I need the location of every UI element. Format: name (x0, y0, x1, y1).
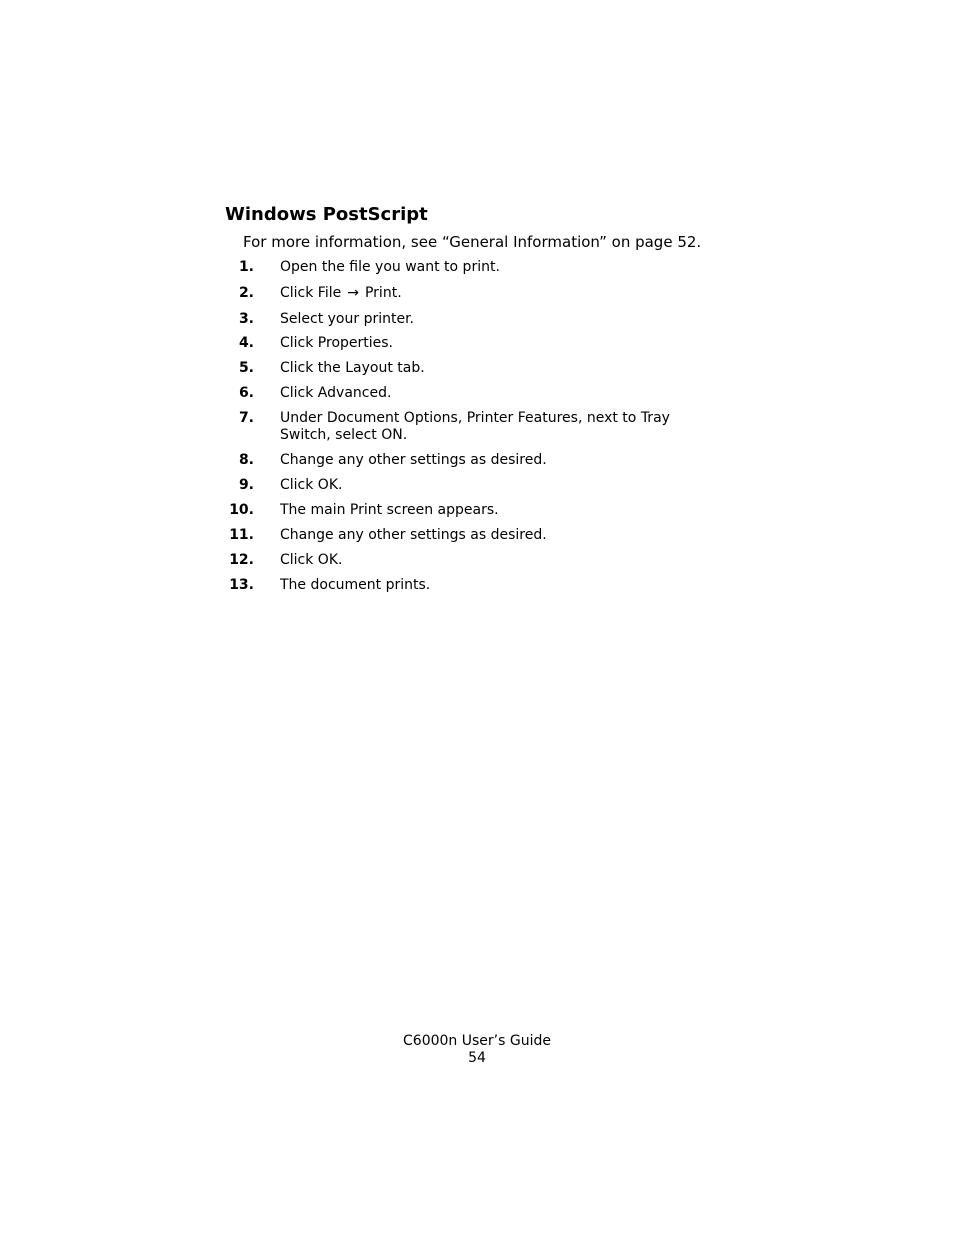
step-number: 3. (238, 311, 254, 327)
step-text: The main Print screen appears. (280, 502, 499, 518)
step-number: 4. (238, 335, 254, 351)
right-arrow-icon: → (347, 285, 359, 301)
step-text: Click the Layout tab. (280, 360, 425, 376)
step-text: Click Advanced. (280, 385, 392, 401)
step-number: 1. (238, 259, 254, 275)
step-text: Click OK. (280, 477, 343, 493)
step-number: 5. (238, 360, 254, 376)
footer-page-number: 54 (468, 1050, 486, 1066)
step-text: Under Document Options, Printer Features, next to Tray Switch, select ON. (280, 410, 670, 443)
step-number: 13. (229, 577, 254, 593)
step-text: Select your printer. (280, 311, 414, 327)
intro-text: For more information, see “General Information” on page 52. (243, 233, 702, 251)
step-text: Click OK. (280, 552, 343, 568)
page-footer (0, 1033, 954, 1067)
step-number: 12. (229, 552, 254, 568)
step-number: 8. (238, 452, 254, 468)
step-text: Open the file you want to print. (280, 259, 500, 275)
step-text: The document prints. (280, 577, 431, 593)
step-number: 9. (238, 477, 254, 493)
footer-guide-title: C6000n User’s Guide (403, 1033, 551, 1049)
step-number: 2. (238, 285, 254, 301)
step-number: 7. (238, 410, 254, 426)
step-text-after: Print. (364, 285, 402, 301)
section-title: Windows PostScript (225, 204, 428, 225)
step-text: Change any other settings as desired. (280, 452, 547, 468)
step-text (280, 285, 700, 302)
step-text-before: Click File (280, 285, 342, 301)
step-number: 11. (229, 527, 254, 543)
step-text: Change any other settings as desired. (280, 527, 547, 543)
step-number: 6. (238, 385, 254, 401)
step-text: Click Properties. (280, 335, 394, 351)
step-number: 10. (229, 502, 254, 518)
